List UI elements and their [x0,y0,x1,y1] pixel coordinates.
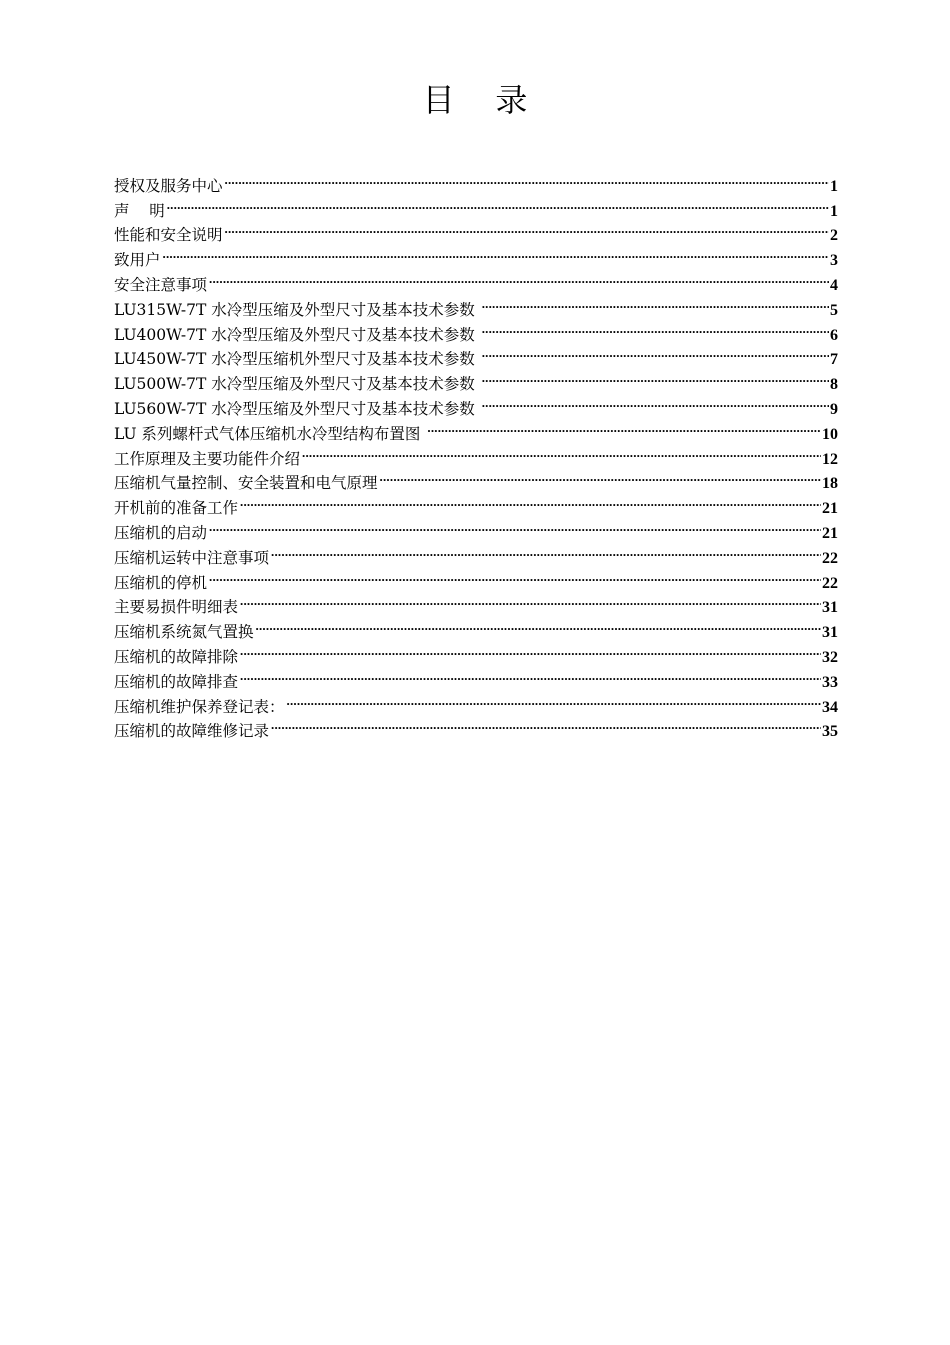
toc-entry-label: 压缩机的停机 [114,573,208,592]
toc-entry-page: 4 [830,276,838,294]
toc-leader-dots [225,166,829,191]
toc-entry-page: 31 [822,624,838,642]
toc-entry[interactable] [114,265,838,294]
toc-entry-label: 工作原理及主要功能件介绍 [114,449,301,468]
toc-entry-page: 1 [830,177,838,195]
toc-entry-label: 压缩机的启动 [114,523,208,542]
toc-entry-page: 21 [822,500,838,518]
toc-entry-page: 8 [830,376,838,394]
toc-entry[interactable] [114,513,838,542]
toc-leader-dots [271,538,821,563]
toc-entry-page: 9 [830,400,838,418]
toc-leader-dots [256,612,821,637]
toc-entry-page: 3 [830,252,838,270]
toc-entry-page: 6 [830,326,838,344]
toc-entry-label: LU 系列螺杆式气体压缩机水冷型结构布置图 [114,424,426,443]
toc-entry-label: 声 明 [114,201,165,220]
toc-entry[interactable] [114,538,838,567]
toc-entry-label: 性能和安全说明 [114,226,223,245]
toc-entry-label: 压缩机的故障维修记录 [114,722,270,741]
toc-entry[interactable] [114,290,838,319]
toc-entry-page: 32 [822,648,838,666]
toc-entry-label: 压缩机气量控制、安全装置和电气原理 [114,474,378,493]
toc-entry[interactable] [114,240,838,270]
toc-entry-label: LU315W-7T 水冷型压缩及外型尺寸及基本技术参数 [114,300,480,319]
toc-leader-dots [225,216,829,241]
toc-entry-page: 21 [822,524,838,542]
toc-leader-dots [482,340,829,365]
toc-leader-dots [240,588,821,613]
toc-entry[interactable] [114,166,838,195]
toc-entry-page: 18 [822,475,838,493]
toc-entry[interactable] [114,563,838,592]
toc-entry-label: 授权及服务中心 [114,176,223,195]
toc-leader-dots [167,191,829,216]
toc-entry-page: 10 [822,425,838,443]
toc-leader-dots [482,389,829,414]
toc-leader-dots [271,712,821,737]
toc-entry[interactable] [114,191,838,220]
toc-entry-page: 1 [830,202,838,220]
toc-leader-dots [427,414,821,439]
toc-entry-label: 主要易损件明细表 [114,598,239,617]
toc-leader-dots [240,637,821,662]
toc-entry-page: 22 [822,549,838,567]
toc-leader-dots [240,662,821,687]
toc-leader-dots [482,315,829,340]
toc-entry-label: LU500W-7T 水冷型压缩及外型尺寸及基本技术参数 [114,375,480,394]
toc-entry[interactable] [114,588,838,617]
toc-entry-page: 7 [830,351,838,369]
toc-entry-page: 33 [822,673,838,691]
toc-entry-label: 开机前的准备工作 [114,499,239,518]
toc-leader-dots [240,488,821,513]
toc-entry-label: 压缩机系统氮气置换 [114,623,254,642]
toc-leader-dots [209,513,821,538]
toc-leader-dots [163,240,829,265]
toc-entry-label: 压缩机维护保养登记表： [114,697,285,716]
toc-entry-page: 22 [822,574,838,592]
toc-leader-dots [482,290,829,315]
toc-entry-label: LU400W-7T 水冷型压缩及外型尺寸及基本技术参数 [114,325,480,344]
toc-entry-label: 安全注意事项 [114,275,208,294]
toc-leader-dots [209,265,829,290]
toc-entry-label: 压缩机的故障排查 [114,672,239,691]
toc-leader-dots [287,687,821,712]
toc-entry[interactable] [114,216,838,245]
toc-entry-page: 5 [830,301,838,319]
toc-entry-label: LU560W-7T 水冷型压缩及外型尺寸及基本技术参数 [114,399,480,418]
toc-leader-dots [482,364,829,389]
toc-leader-dots [380,464,821,489]
toc-entry-page: 12 [822,450,838,468]
toc-leader-dots [302,439,821,464]
toc-entry-page: 2 [830,227,838,245]
toc-title: 目 录 [422,81,528,119]
toc-entry-page: 35 [822,723,838,741]
toc-entry-page: 34 [822,698,838,716]
toc-entry-label: LU450W-7T 水冷型压缩机外型尺寸及基本技术参数 [114,350,480,369]
toc-entry-page: 31 [822,599,838,617]
toc-entry-label: 压缩机运转中注意事项 [114,548,270,567]
toc-entry-label: 致用户 [114,251,161,270]
toc-list [114,166,838,741]
toc-entry-label: 压缩机的故障排除 [114,647,239,666]
toc-leader-dots [209,563,821,588]
